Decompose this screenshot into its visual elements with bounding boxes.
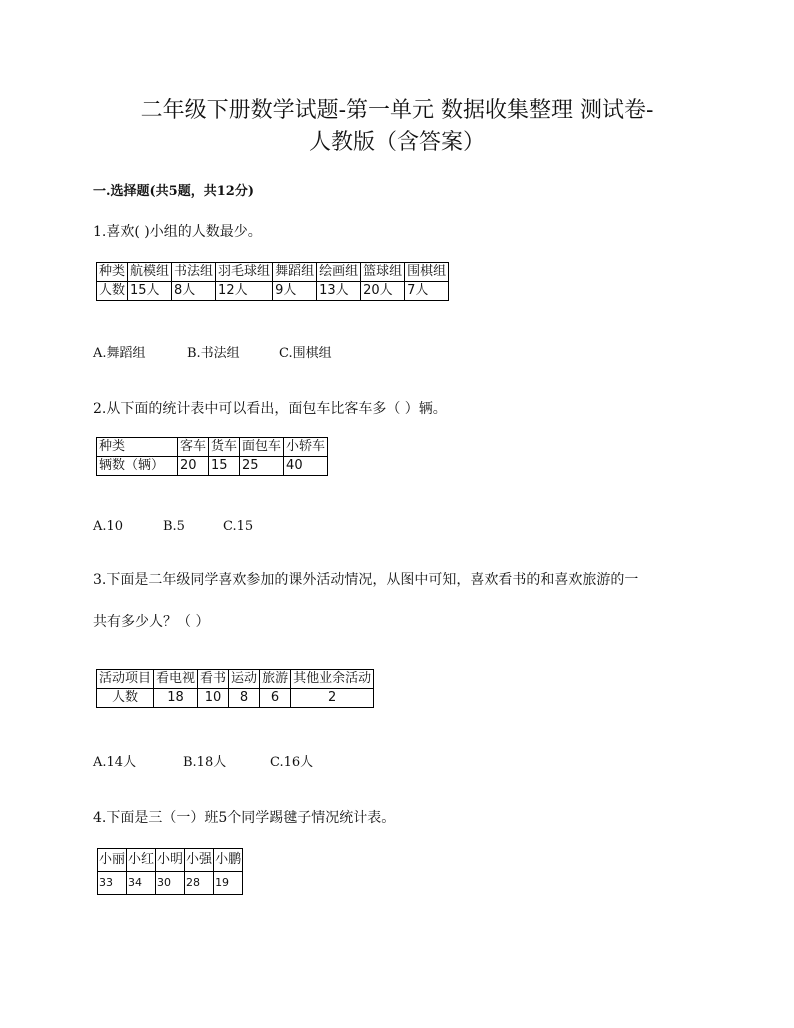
table-header-row bbox=[98, 849, 243, 872]
table-cell: 小轿车 bbox=[284, 438, 328, 457]
table-cell: 19 bbox=[214, 872, 243, 895]
table-cell: 看电视 bbox=[154, 670, 198, 689]
table-cell: 小丽 bbox=[98, 849, 127, 872]
table-cell: 小红 bbox=[127, 849, 156, 872]
question-1-text: 1.喜欢( )小组的人数最少。 bbox=[93, 224, 262, 240]
table-cell: 20 bbox=[178, 457, 209, 476]
table-cell: 25 bbox=[240, 457, 284, 476]
option-a[interactable]: A.14人 bbox=[93, 755, 137, 770]
table-cell: 7人 bbox=[405, 282, 449, 301]
table-row bbox=[97, 457, 328, 476]
table-cell: 活动项目 bbox=[97, 670, 154, 689]
question-3-options bbox=[93, 751, 313, 770]
option-a[interactable]: A.舞蹈组 bbox=[93, 346, 146, 361]
table-row bbox=[97, 689, 374, 708]
table-header-row bbox=[97, 438, 328, 457]
doc-title-line2: 人教版（含答案） bbox=[308, 130, 485, 155]
table-cell: 小鹏 bbox=[214, 849, 243, 872]
table-cell: 羽毛球组 bbox=[216, 263, 273, 282]
question-4-text: 4.下面是三（一）班5个同学踢毽子情况统计表。 bbox=[93, 810, 396, 826]
table-cell: 种类 bbox=[97, 438, 178, 457]
table-cell: 看书 bbox=[198, 670, 229, 689]
option-b[interactable]: B.5 bbox=[163, 519, 185, 534]
table-cell: 15人 bbox=[128, 282, 172, 301]
table-cell: 种类 bbox=[97, 263, 128, 282]
question-2-text: 2.从下面的统计表中可以看出，面包车比客车多（ ）辆。 bbox=[93, 401, 447, 417]
question-3-table bbox=[96, 669, 374, 708]
option-b[interactable]: B.书法组 bbox=[187, 346, 240, 361]
table-cell: 小强 bbox=[185, 849, 214, 872]
table-cell: 小明 bbox=[156, 849, 185, 872]
table-cell: 12人 bbox=[216, 282, 273, 301]
table-cell: 运动 bbox=[229, 670, 260, 689]
table-cell: 9人 bbox=[273, 282, 317, 301]
table-cell: 书法组 bbox=[172, 263, 216, 282]
table-cell: 客车 bbox=[178, 438, 209, 457]
table-cell: 其他业余活动 bbox=[291, 670, 374, 689]
table-cell: 18 bbox=[154, 689, 198, 708]
table-cell: 人数 bbox=[97, 689, 154, 708]
table-cell: 20人 bbox=[361, 282, 405, 301]
table-cell: 8 bbox=[229, 689, 260, 708]
option-c[interactable]: C.围棋组 bbox=[279, 346, 332, 361]
option-a[interactable]: A.10 bbox=[93, 519, 124, 534]
table-cell: 33 bbox=[98, 872, 127, 895]
question-1-table bbox=[96, 262, 449, 301]
question-2-table bbox=[96, 437, 328, 476]
table-row bbox=[97, 282, 449, 301]
table-cell: 34 bbox=[127, 872, 156, 895]
table-cell: 辆数（辆） bbox=[97, 457, 178, 476]
table-cell: 人数 bbox=[97, 282, 128, 301]
table-header-row bbox=[97, 263, 449, 282]
table-cell: 6 bbox=[260, 689, 291, 708]
doc-title-line1: 二年级下册数学试题-第一单元 数据收集整理 测试卷- bbox=[140, 98, 654, 123]
table-cell: 围棋组 bbox=[405, 263, 449, 282]
table-cell: 2 bbox=[291, 689, 374, 708]
option-b[interactable]: B.18人 bbox=[183, 755, 227, 770]
option-c[interactable]: C.16人 bbox=[270, 755, 314, 770]
table-cell: 货车 bbox=[209, 438, 240, 457]
section-heading: 一.选择题(共5题，共12分) bbox=[93, 184, 254, 199]
table-cell: 15 bbox=[209, 457, 240, 476]
table-cell: 13人 bbox=[317, 282, 361, 301]
table-cell: 28 bbox=[185, 872, 214, 895]
table-header-row bbox=[97, 670, 374, 689]
question-4-table bbox=[97, 848, 243, 895]
table-cell: 旅游 bbox=[260, 670, 291, 689]
table-cell: 面包车 bbox=[240, 438, 284, 457]
table-cell: 30 bbox=[156, 872, 185, 895]
table-cell: 40 bbox=[284, 457, 328, 476]
option-c[interactable]: C.15 bbox=[223, 519, 254, 534]
table-cell: 篮球组 bbox=[361, 263, 405, 282]
question-2-options bbox=[93, 519, 253, 534]
table-row bbox=[98, 872, 243, 895]
question-3-text-line2: 共有多少人？（ ） bbox=[93, 614, 210, 630]
table-cell: 航模组 bbox=[128, 263, 172, 282]
table-cell: 舞蹈组 bbox=[273, 263, 317, 282]
table-cell: 10 bbox=[198, 689, 229, 708]
table-cell: 绘画组 bbox=[317, 263, 361, 282]
question-3-text-line1: 3.下面是二年级同学喜欢参加的课外活动情况，从图中可知，喜欢看书的和喜欢旅游的一 bbox=[93, 572, 639, 588]
question-1-options bbox=[93, 342, 332, 361]
table-cell: 8人 bbox=[172, 282, 216, 301]
